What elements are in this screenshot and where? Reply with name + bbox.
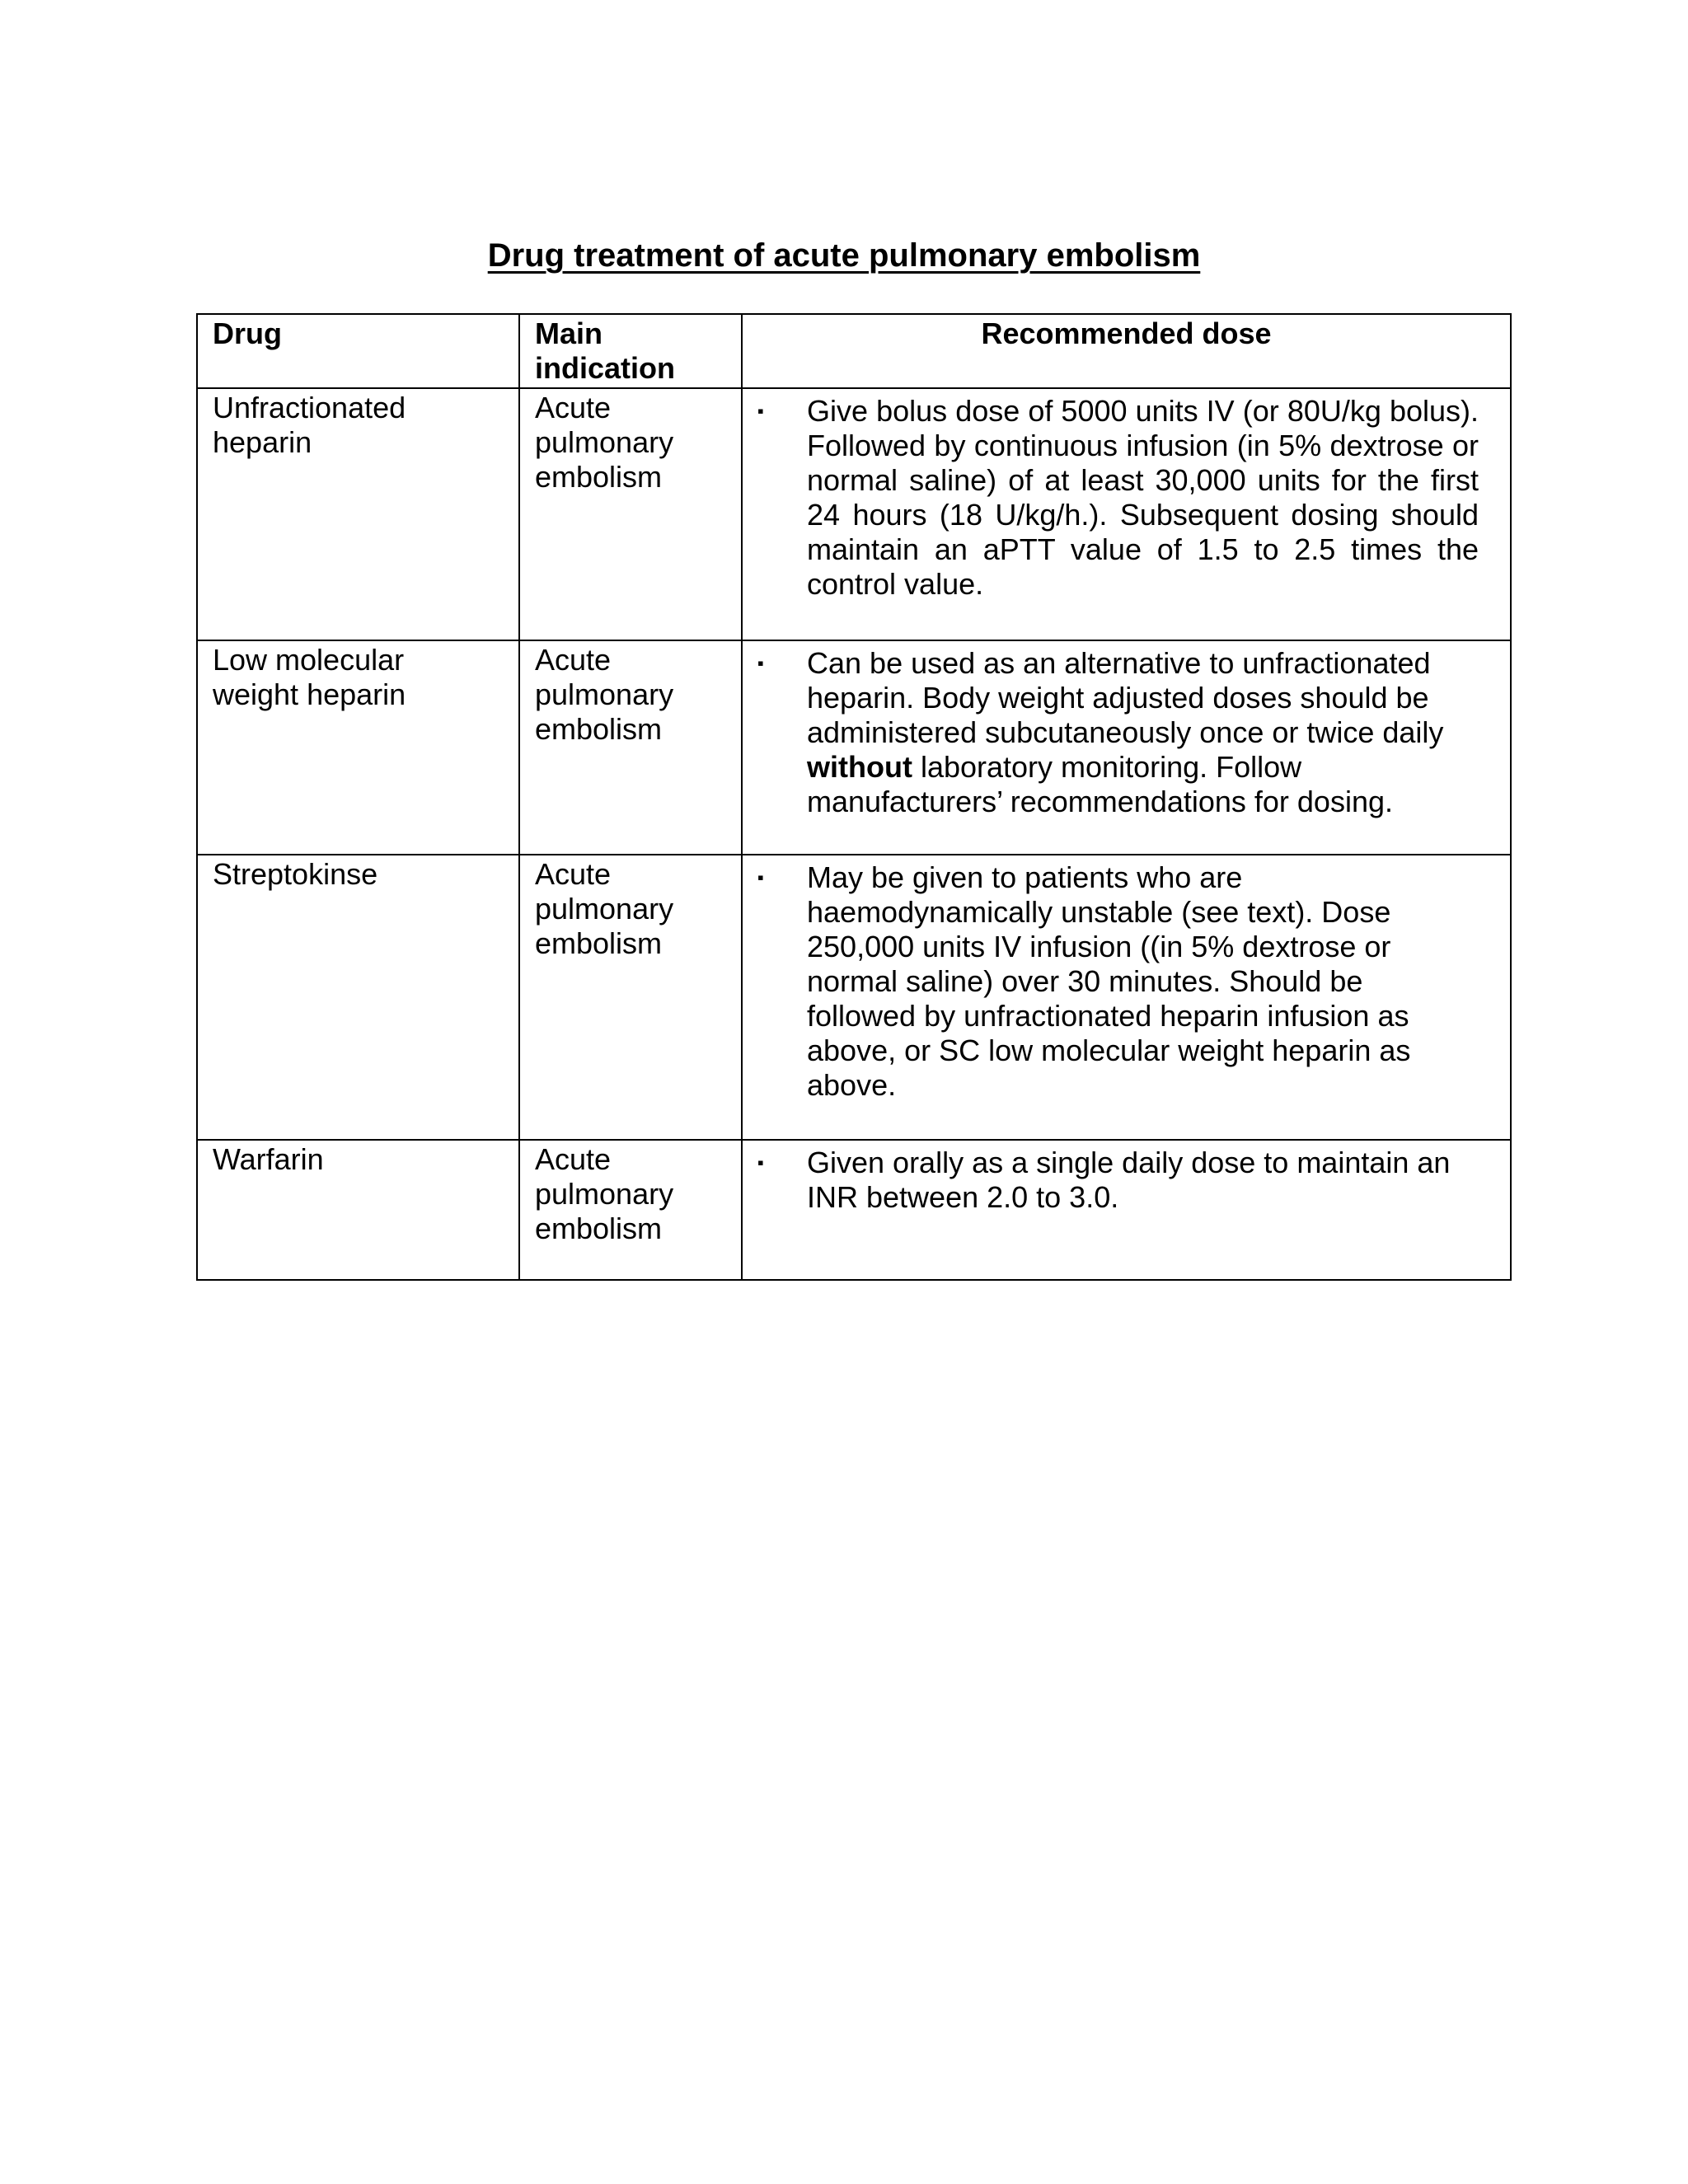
indication-cell: Acute pulmonary embolism: [519, 388, 742, 640]
dose-bullet-item: [757, 391, 1495, 602]
dose-cell: [742, 855, 1511, 1140]
indication-cell: Acute pulmonary embolism: [519, 855, 742, 1140]
table-row: [197, 855, 1511, 1140]
table-row: [197, 640, 1511, 855]
drug-name-cell: Warfarin: [197, 1140, 519, 1280]
dose-bullet-item: [757, 857, 1495, 1103]
drug-name-cell: Low molecular weight heparin: [197, 640, 519, 855]
dose-text: Given orally as a single daily dose to maintain an INR between 2.0 to 3.0.: [807, 1146, 1451, 1214]
dose-bullet-item: [757, 643, 1495, 819]
square-bullet-icon: ▪: [757, 653, 764, 673]
dose-bullet-item: [757, 1142, 1495, 1215]
square-bullet-icon: ▪: [757, 401, 764, 421]
dose-text: Give bolus dose of 5000 units IV (or 80U/kg bolus). Followed by continuous infusion (in 5% dextrose or normal saline) of at least 30,000 units for the first 24 hours (18 U/kg/h.). Subsequent dosing should maintain an aPTT value of 1.5 to 2.5 times the control value.: [807, 394, 1479, 601]
dose-text: Can be used as an alternative to unfractionated heparin. Body weight adjusted doses should be administered subcutaneously once or twice daily without laboratory monitoring. Follow manufacturers’ recommendations for dosing.: [807, 646, 1444, 818]
drug-name-cell: Streptokinse: [197, 855, 519, 1140]
dose-cell: [742, 1140, 1511, 1280]
drug-name-cell: Unfractionated heparin: [197, 388, 519, 640]
header-main-indication: Main indication: [519, 314, 742, 388]
indication-cell: Acute pulmonary embolism: [519, 1140, 742, 1280]
document-title: Drug treatment of acute pulmonary embolism: [487, 237, 1201, 274]
square-bullet-icon: ▪: [757, 1152, 764, 1173]
dose-text: May be given to patients who are haemodynamically unstable (see text). Dose 250,000 units IV infusion ((in 5% dextrose or normal saline) over 30 minutes. Should be followed by unfractionated heparin infusion as above, or SC low molecular weight heparin as above.: [807, 860, 1411, 1102]
indication-cell: Acute pulmonary embolism: [519, 640, 742, 855]
dose-cell: [742, 640, 1511, 855]
header-recommended-dose: Recommended dose: [742, 314, 1511, 388]
dose-cell: [742, 388, 1511, 640]
drug-dose-table: [196, 313, 1512, 1281]
table-row: [197, 388, 1511, 640]
square-bullet-icon: ▪: [757, 867, 764, 888]
header-drug: Drug: [197, 314, 519, 388]
table-header-row: [197, 314, 1511, 388]
table-row: [197, 1140, 1511, 1280]
emphasis-without: without: [807, 750, 912, 784]
